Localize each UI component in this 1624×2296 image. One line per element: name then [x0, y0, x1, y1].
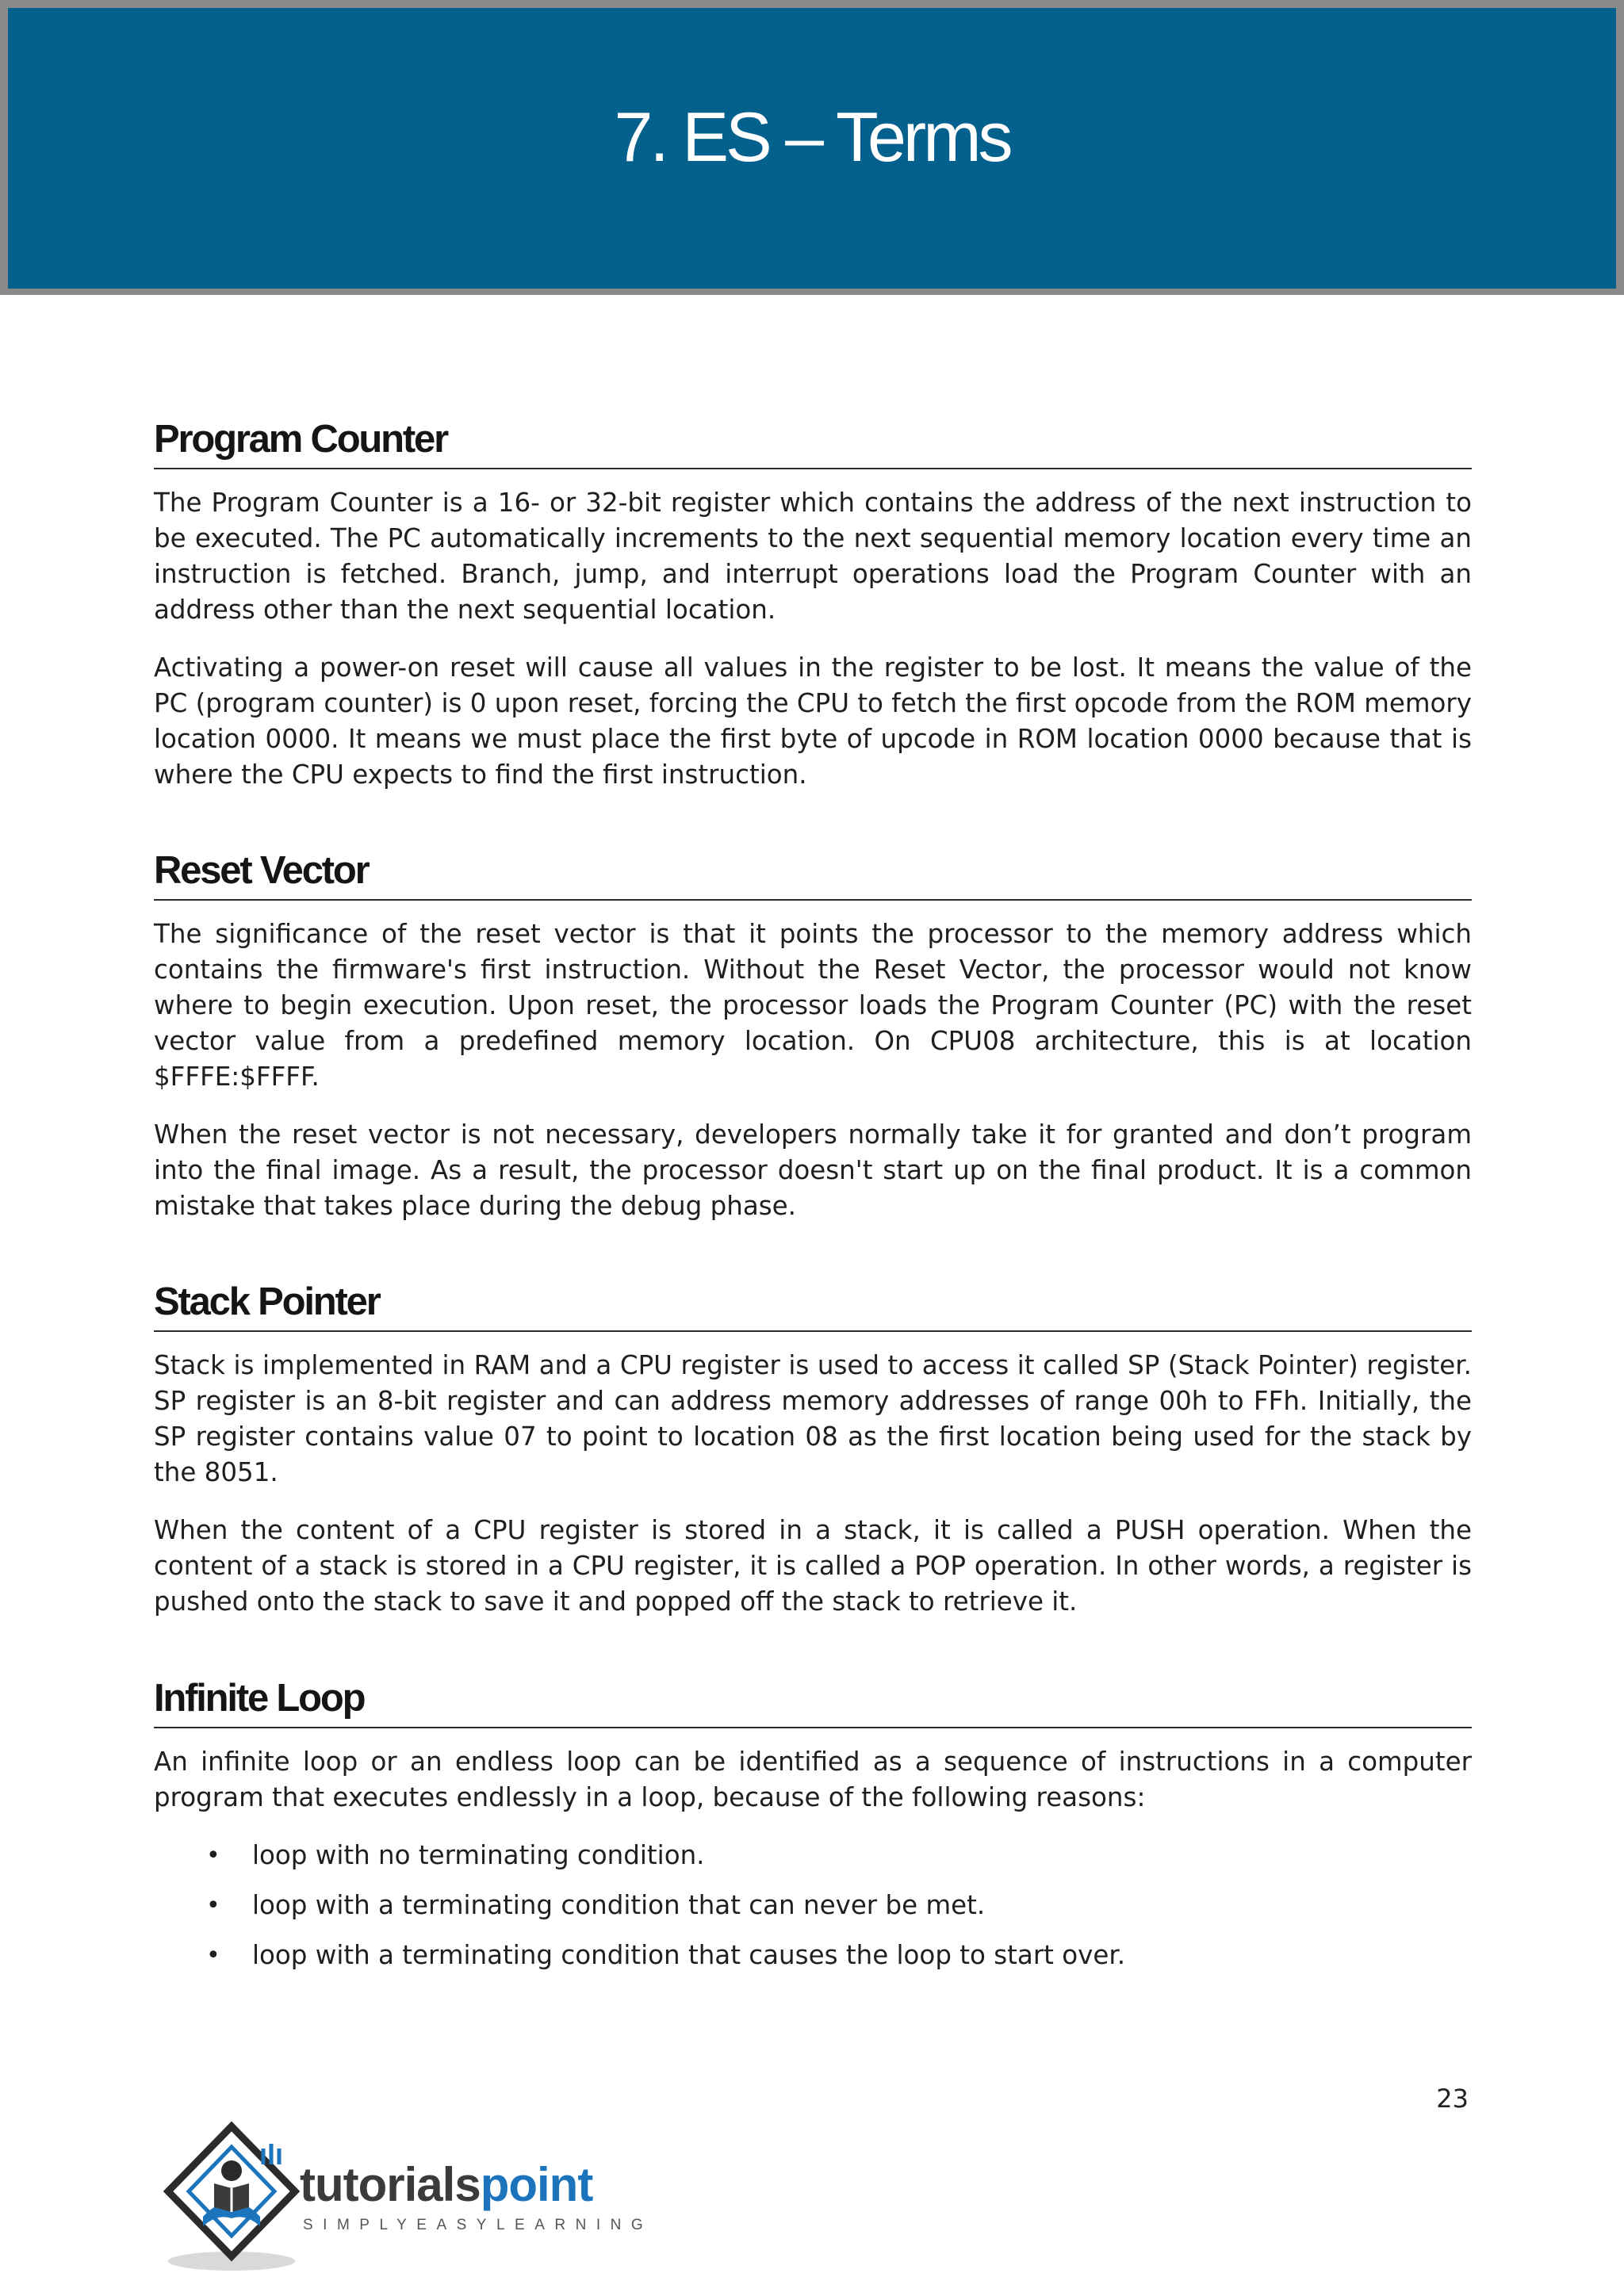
paragraph: Activating a power-on reset will cause all values in the register to be lost. It means the value of the PC (program counter) is 0 upon reset, forcing the CPU to fetch the first opcode from the ROM memory location 0000. It means we must place the first byte of upcode in ROM location 0000 because that is where the CPU expects to find the first instruction.	[154, 652, 1472, 790]
paragraph: The Program Counter is a 16- or 32-bit register which contains the address of the next instruction to be executed. The PC automatically increments to the next sequential memory location every time an instruction is fetched. Branch, jump, and interrupt operations load the Program Counter with an address other than the next sequential location.	[154, 488, 1472, 625]
logo-emblem-icon	[155, 2115, 314, 2274]
list-item-text: loop with a terminating condition that causes the loop to start over.	[252, 1940, 1126, 1970]
logo-wordmark: tutorialspoint	[300, 2158, 593, 2211]
list-item	[154, 1888, 1472, 1923]
paragraph: An infinite loop or an endless loop can be identified as a sequence of instructions in a computer program that executes endlessly in a loop, because of the following reasons:	[154, 1747, 1472, 1812]
bullet-icon: •	[206, 1892, 220, 1919]
bullet-icon: •	[206, 1942, 220, 1969]
list-item	[154, 1838, 1472, 1873]
section-heading: Stack Pointer	[154, 1273, 1472, 1332]
list-item	[154, 1938, 1472, 1973]
section-reset-vector	[154, 842, 1472, 1224]
paragraph: Stack is implemented in RAM and a CPU register is used to access it called SP (Stack Pointer) register. SP register is an 8-bit register and can address memory addresses of range 00h to FFh. Initially, the SP register contains value 07 to point to location 08 as the first location being used for the stack by the 8051.	[154, 1350, 1472, 1487]
tutorialspoint-logo	[155, 2115, 663, 2274]
section-infinite-loop	[154, 1670, 1472, 1988]
section-heading: Infinite Loop	[154, 1670, 1472, 1728]
paragraph: When the reset vector is not necessary, developers normally take it for granted and don’t program into the final image. As a result, the processor doesn't start up on the final product. It is a common mistake that takes place during the debug phase.	[154, 1119, 1472, 1221]
paragraph: The significance of the reset vector is that it points the processor to the memory address which contains the firmware's first instruction. Without the Reset Vector, the processor would not know where to begin execution. Upon reset, the processor loads the Program Counter (PC) with the reset vector value from a predefined memory location. On CPU08 architecture, this is at location $FFFE:$FFFF.	[154, 919, 1472, 1092]
section-heading: Program Counter	[154, 411, 1472, 469]
chapter-banner	[0, 0, 1624, 295]
section-heading: Reset Vector	[154, 842, 1472, 901]
list-item-text: loop with a terminating condition that can never be met.	[252, 1890, 986, 1920]
logo-tagline: SIMPLYEASYLEARNING	[303, 2217, 653, 2233]
paragraph: When the content of a CPU register is stored in a stack, it is called a PUSH operation. When the content of a stack is stored in a CPU register, it is called a POP operation. In other words, a register is pushed onto the stack to save it and popped off the stack to retrieve it.	[154, 1515, 1472, 1617]
page-number: 23	[1436, 2084, 1469, 2114]
section-program-counter	[154, 411, 1472, 793]
chapter-title: 7. ES – Terms	[614, 98, 1010, 176]
list-item-text: loop with no terminating condition.	[252, 1840, 705, 1870]
bullet-icon: •	[206, 1842, 220, 1869]
section-stack-pointer	[154, 1273, 1472, 1620]
reasons-list	[154, 1838, 1472, 1973]
